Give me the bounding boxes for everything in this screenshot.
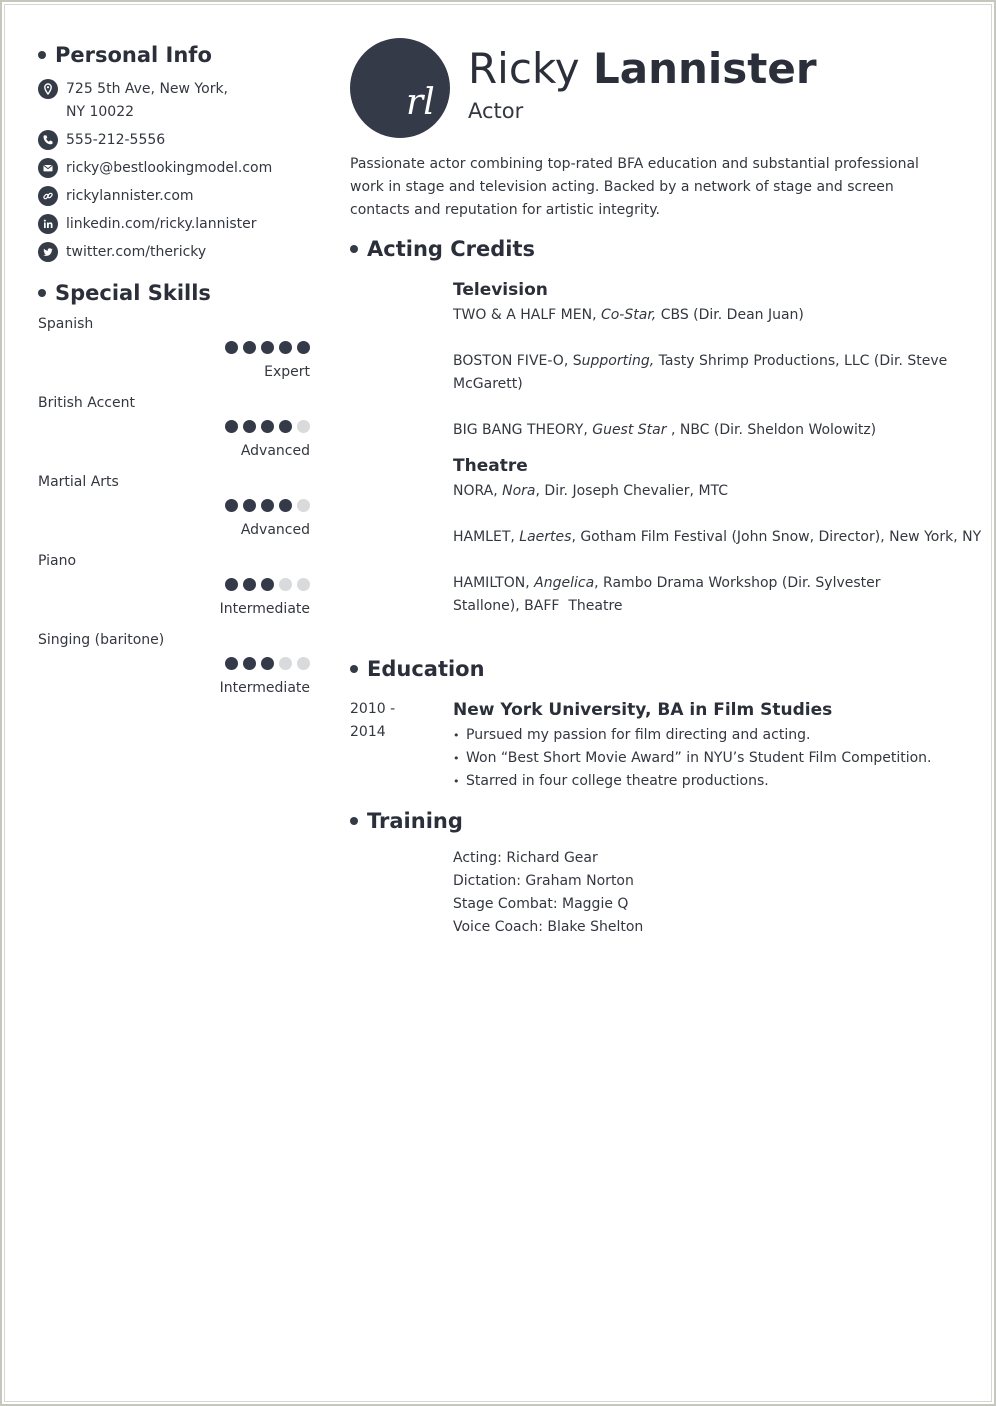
rating-dot-filled xyxy=(261,420,274,433)
skill-name: British Accent xyxy=(38,395,135,411)
acting-credits-heading: Acting Credits xyxy=(350,234,535,264)
credit-item: NORA, Nora, Dir. Joseph Chevalier, MTC xyxy=(453,483,729,499)
skill-rating xyxy=(225,341,310,354)
bullet-dot-icon xyxy=(350,665,358,673)
contact-list xyxy=(38,78,310,264)
initials-avatar xyxy=(350,38,450,138)
contact-phone: 555-212-5556 xyxy=(38,129,310,152)
rating-dot-filled xyxy=(225,341,238,354)
skill-level: Advanced xyxy=(240,443,310,459)
rating-dot-filled xyxy=(243,578,256,591)
rating-dot-empty xyxy=(297,657,310,670)
phone-icon xyxy=(38,130,58,150)
rating-dot-filled xyxy=(279,499,292,512)
skill-item xyxy=(38,387,310,466)
skill-rating xyxy=(225,499,310,512)
contact-website: rickylannister.com xyxy=(38,185,310,208)
skill-level: Intermediate xyxy=(219,680,310,696)
rating-dot-filled xyxy=(225,499,238,512)
left-column xyxy=(38,40,310,703)
skill-item xyxy=(38,308,310,387)
degree-title: New York University, BA in Film Studies xyxy=(453,700,833,720)
contact-address: 725 5th Ave, New York, NY 10022 xyxy=(38,78,310,124)
education-entry xyxy=(453,698,953,793)
linkedin-icon xyxy=(38,214,58,234)
rating-dot-filled xyxy=(279,420,292,433)
skill-rating xyxy=(225,657,310,670)
candidate-name xyxy=(468,44,817,94)
theatre-heading: Theatre xyxy=(453,456,528,476)
rating-dot-filled xyxy=(297,341,310,354)
skills-list xyxy=(38,308,310,703)
location-icon xyxy=(38,79,58,99)
training-heading: Training xyxy=(350,806,463,836)
list-item: Stage Combat: Maggie Q xyxy=(453,896,629,912)
skill-rating xyxy=(225,578,310,591)
rating-dot-filled xyxy=(225,578,238,591)
special-skills-heading: Special Skills xyxy=(38,278,310,308)
last-name: Lannister xyxy=(592,44,817,93)
education-heading: Education xyxy=(350,654,485,684)
avatar-initials: rl xyxy=(406,82,435,123)
contact-linkedin: linkedin.com/ricky.lannister xyxy=(38,213,310,236)
theatre-credits xyxy=(453,454,982,618)
skill-level: Intermediate xyxy=(219,601,310,617)
rating-dot-empty xyxy=(279,657,292,670)
rating-dot-filled xyxy=(279,341,292,354)
list-item: • Starred in four college theatre productions. xyxy=(453,770,953,793)
education-bullets xyxy=(453,724,953,793)
credit-item: BIG BANG THEORY, Guest Star , NBC (Dir. Sheldon Wolowitz) xyxy=(453,422,877,438)
skill-name: Martial Arts xyxy=(38,474,119,490)
job-title: Actor xyxy=(468,99,524,123)
bullet-dot-icon xyxy=(38,51,46,59)
rating-dot-filled xyxy=(243,657,256,670)
credit-item: HAMILTON, Angelica, Rambo Drama Workshop (Dir. Sylvester Stallone), BAFF Theatre xyxy=(453,575,885,614)
first-name: Ricky xyxy=(468,44,580,93)
skill-name: Singing (baritone) xyxy=(38,632,165,648)
rating-dot-empty xyxy=(279,578,292,591)
education-years: 2010 - 2014 xyxy=(350,701,396,740)
contact-twitter: twitter.com/thericky xyxy=(38,241,310,264)
rating-dot-filled xyxy=(243,499,256,512)
rating-dot-filled xyxy=(225,420,238,433)
skill-name: Piano xyxy=(38,553,77,569)
list-item: Voice Coach: Blake Shelton xyxy=(453,919,644,935)
skill-level: Advanced xyxy=(240,522,310,538)
bullet-dot-icon xyxy=(350,817,358,825)
skill-level: Expert xyxy=(264,364,310,380)
list-item: Acting: Richard Gear xyxy=(453,850,598,866)
list-item: • Won “Best Short Movie Award” in NYU’s Student Film Competition. xyxy=(453,747,953,770)
skill-rating xyxy=(225,420,310,433)
link-icon xyxy=(38,186,58,206)
rating-dot-filled xyxy=(243,341,256,354)
skill-item xyxy=(38,545,310,624)
rating-dot-empty xyxy=(297,578,310,591)
bullet-dot-icon xyxy=(38,289,46,297)
television-credits xyxy=(453,278,953,442)
list-item: • Pursued my passion for film directing and acting. xyxy=(453,724,953,747)
rating-dot-filled xyxy=(261,341,274,354)
credit-item: TWO & A HALF MEN, Co-Star, CBS (Dir. Dean Juan) xyxy=(453,307,804,323)
rating-dot-filled xyxy=(225,657,238,670)
skill-name: Spanish xyxy=(38,316,94,332)
bullet-dot-icon xyxy=(350,245,358,253)
credit-item: HAMLET, Laertes, Gotham Film Festival (John Snow, Director), New York, NY xyxy=(453,529,982,545)
rating-dot-filled xyxy=(261,499,274,512)
credit-item: BOSTON FIVE-O, Supporting, Tasty Shrimp Productions, LLC (Dir. Steve McGarett) xyxy=(453,353,948,392)
skill-item xyxy=(38,624,310,703)
training-list xyxy=(453,847,953,939)
twitter-icon xyxy=(38,242,58,262)
email-icon xyxy=(38,158,58,178)
personal-info-heading: Personal Info xyxy=(38,40,310,70)
skill-item xyxy=(38,466,310,545)
contact-email: ricky@bestlookingmodel.com xyxy=(38,157,310,180)
rating-dot-empty xyxy=(297,420,310,433)
rating-dot-filled xyxy=(261,578,274,591)
rating-dot-filled xyxy=(243,420,256,433)
list-item: Dictation: Graham Norton xyxy=(453,873,634,889)
rating-dot-empty xyxy=(297,499,310,512)
television-heading: Television xyxy=(453,280,548,300)
profile-summary: Passionate actor combining top-rated BFA education and substantial professional work in stage and television acting. Backed by a network of stage and screen contacts and reputation for artistic integrity. xyxy=(350,156,919,218)
rating-dot-filled xyxy=(261,657,274,670)
